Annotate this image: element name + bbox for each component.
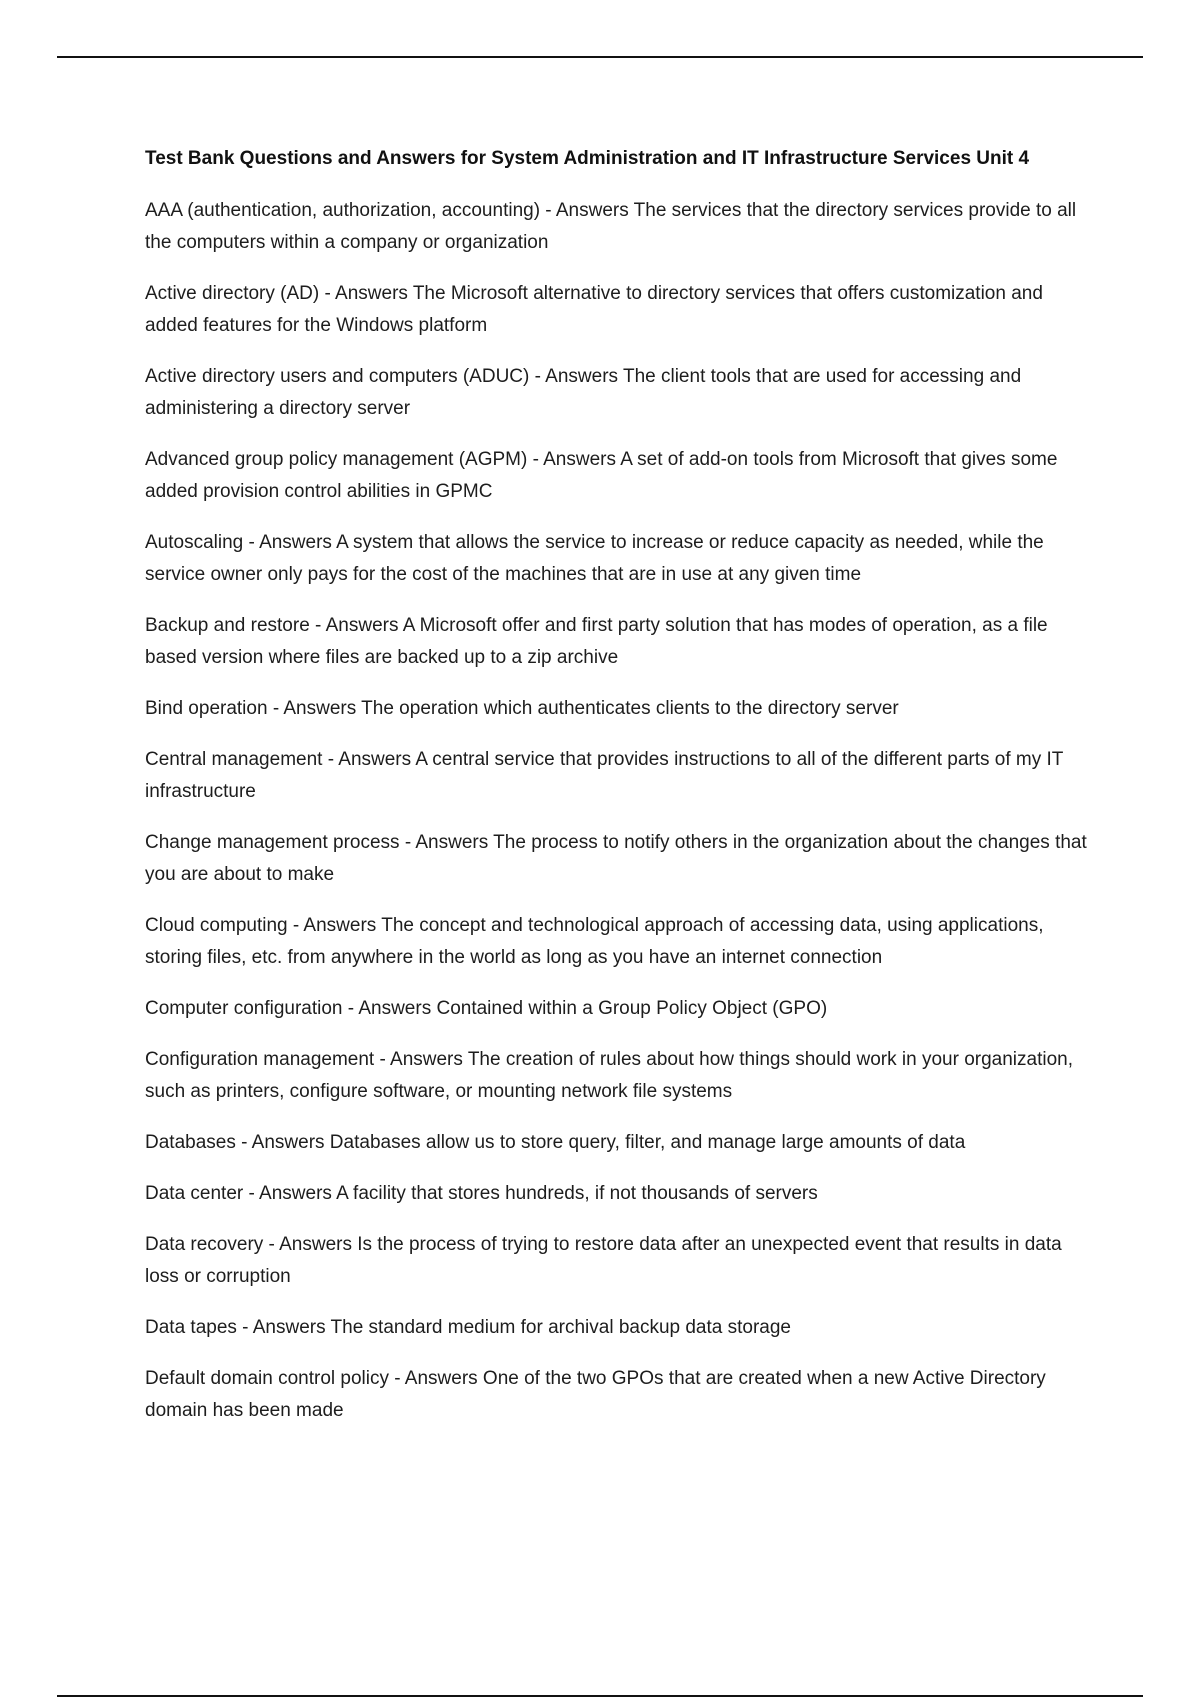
header-rule	[57, 56, 1143, 58]
entry-default-domain-control-policy: Default domain control policy - Answers One of the two GPOs that are created when a new Active Directory domain has been made	[145, 1368, 1046, 1421]
entry-active-directory: Active directory (AD) - Answers The Microsoft alternative to directory services that offers customization and added features for the Windows platform	[145, 283, 1043, 336]
entry-agpm: Advanced group policy management (AGPM) - Answers A set of add-on tools from Microsoft that gives some added provision control abilities in GPMC	[145, 449, 1058, 502]
entry-data-center: Data center - Answers A facility that stores hundreds, if not thousands of servers	[145, 1183, 818, 1204]
document-body	[145, 145, 1090, 1446]
entry-aaa: AAA (authentication, authorization, accounting) - Answers The services that the directory services provide to all the computers within a company or organization	[145, 200, 1077, 253]
document-title: Test Bank Questions and Answers for System Administration and IT Infrastructure Services Unit 4	[145, 148, 1030, 169]
entry-cloud-computing: Cloud computing - Answers The concept and technological approach of accessing data, using applications, storing files, etc. from anywhere in the world as long as you have an internet connection	[145, 915, 1044, 968]
entry-autoscaling: Autoscaling - Answers A system that allows the service to increase or reduce capacity as needed, while the service owner only pays for the cost of the machines that are in use at any given time	[145, 532, 1044, 585]
entry-aduc: Active directory users and computers (ADUC) - Answers The client tools that are used for accessing and administering a directory server	[145, 366, 1022, 419]
entry-bind-operation: Bind operation - Answers The operation which authenticates clients to the directory server	[145, 698, 899, 719]
entry-databases: Databases - Answers Databases allow us to store query, filter, and manage large amounts of data	[145, 1132, 966, 1153]
entry-configuration-management: Configuration management - Answers The creation of rules about how things should work in your organization, such as printers, configure software, or mounting network file systems	[145, 1049, 1074, 1102]
entry-backup-and-restore: Backup and restore - Answers A Microsoft offer and first party solution that has modes of operation, as a file based version where files are backed up to a zip archive	[145, 615, 1048, 668]
entry-change-management: Change management process - Answers The process to notify others in the organization about the changes that you are about to make	[145, 832, 1087, 885]
footer-rule	[57, 1695, 1143, 1697]
entry-data-recovery: Data recovery - Answers Is the process of trying to restore data after an unexpected event that results in data loss or corruption	[145, 1234, 1062, 1287]
entry-data-tapes: Data tapes - Answers The standard medium for archival backup data storage	[145, 1317, 791, 1338]
entry-computer-configuration: Computer configuration - Answers Contained within a Group Policy Object (GPO)	[145, 998, 828, 1019]
entry-central-management: Central management - Answers A central service that provides instructions to all of the different parts of my IT infrastructure	[145, 749, 1064, 802]
